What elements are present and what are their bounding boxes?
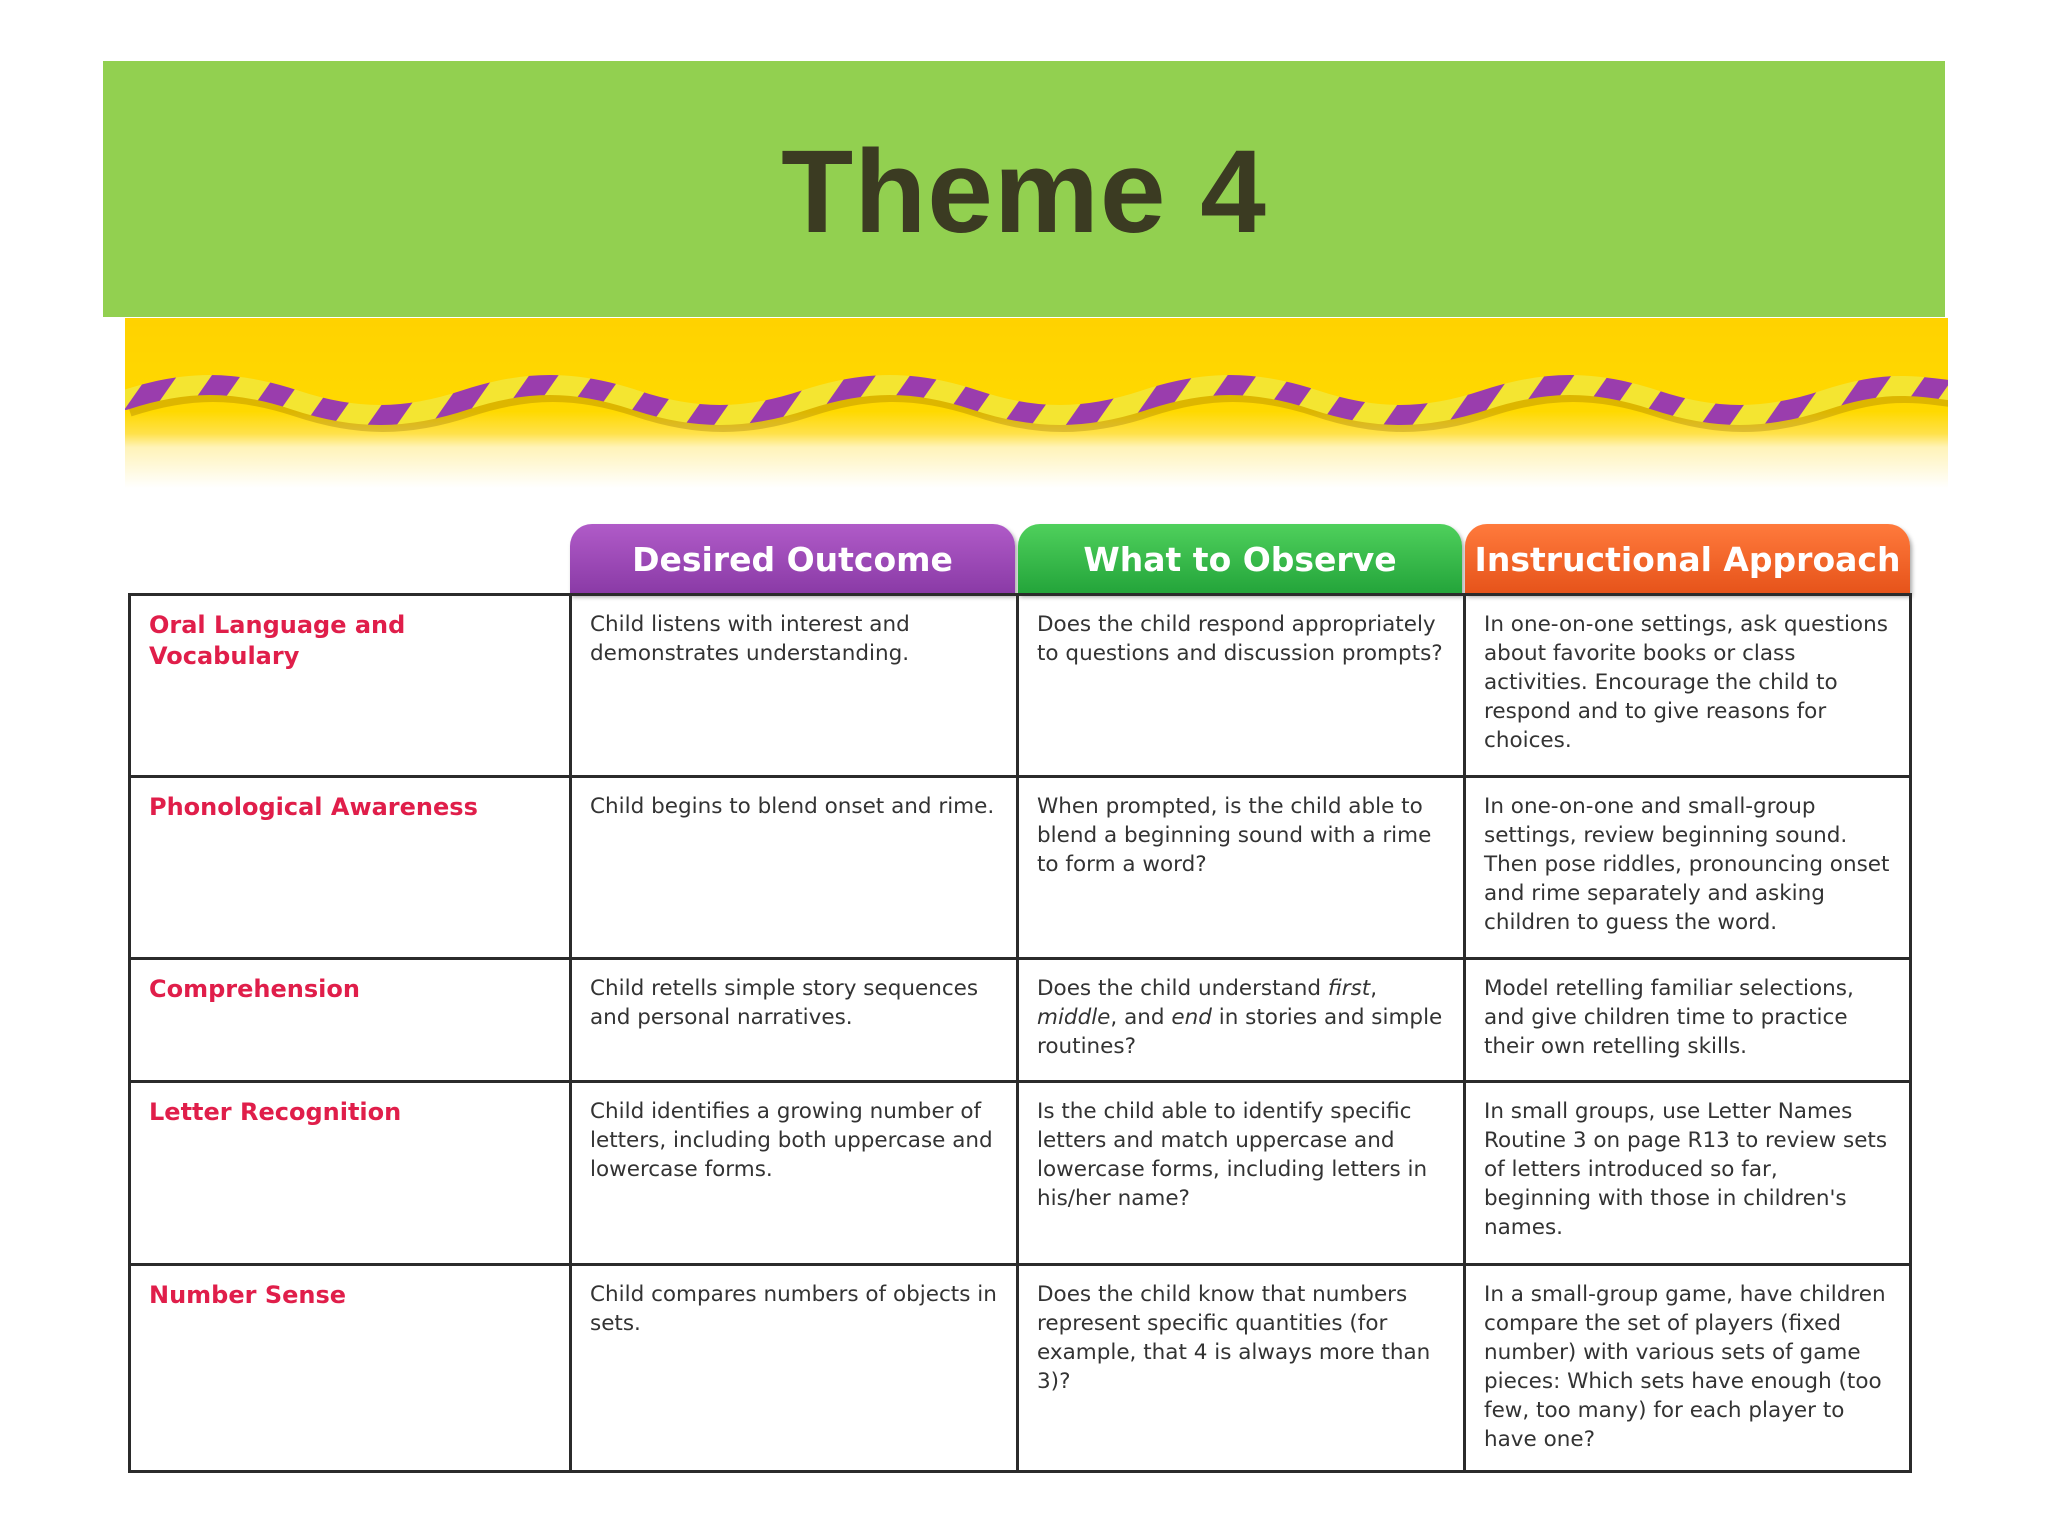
desired-outcome-cell: Child identifies a growing number of letters, including both uppercase and lowercase forms. <box>572 1083 1019 1263</box>
page-title: Theme 4 <box>781 126 1267 258</box>
observe-text: , <box>1370 976 1378 1001</box>
row-label: Oral Language and Vocabulary <box>149 611 406 670</box>
row-label: Comprehension <box>149 975 360 1003</box>
what-to-observe-cell: Does the child know that numbers represent specific quantities (for example, that 4 is always more than 3)? <box>1019 1266 1466 1470</box>
table-row <box>131 1083 1909 1266</box>
what-to-observe-cell <box>1019 960 1466 1080</box>
row-label-cell <box>131 1266 572 1470</box>
tab-desired-outcome: Desired Outcome <box>570 524 1015 594</box>
observe-text: , and <box>1110 1005 1172 1030</box>
instructional-approach-cell: In one-on-one settings, ask questions about favorite books or class activities. Encourage the child to respond and to give reasons for choices. <box>1484 612 1888 753</box>
emphasis-end: end <box>1171 1005 1212 1030</box>
what-to-observe-cell: Does the child respond appropriately to questions and discussion prompts? <box>1019 596 1466 775</box>
instructional-approach-cell: In one-on-one and small-group settings, review beginning sound. Then pose riddles, pronouncing onset and rime separately and asking children to guess the word. <box>1484 794 1890 935</box>
table-row <box>131 1266 1909 1470</box>
desired-outcome-cell: Child compares numbers of objects in sets. <box>572 1266 1019 1470</box>
twisted-rope-decoration <box>125 318 1948 488</box>
table-row <box>131 596 1909 778</box>
tab-what-to-observe: What to Observe <box>1018 524 1462 594</box>
emphasis-middle: middle <box>1037 1005 1111 1030</box>
row-label-cell <box>131 778 572 957</box>
instructional-approach-cell: In a small-group game, have children compare the set of players (fixed number) with various sets of game pieces: Which sets have enough (too few, too many) for each player to have one? <box>1484 1282 1886 1452</box>
table-row <box>131 778 1909 960</box>
emphasis-first: first <box>1327 976 1371 1001</box>
instructional-approach-cell: Model retelling familiar selections, and give children time to practice their own retelling skills. <box>1484 976 1854 1059</box>
row-label-cell <box>131 1083 572 1263</box>
instructional-approach-cell: In small groups, use Letter Names Routine 3 on page R13 to review sets of letters introduced so far, beginning with those in children's names. <box>1484 1099 1888 1240</box>
desired-outcome-cell: Child listens with interest and demonstrates understanding. <box>572 596 1019 775</box>
assessment-table <box>128 593 1912 1473</box>
row-label: Letter Recognition <box>149 1098 402 1126</box>
table-row <box>131 960 1909 1083</box>
tab-instructional-approach: Instructional Approach <box>1465 524 1910 594</box>
rope <box>125 385 1948 415</box>
desired-outcome-cell: Child begins to blend onset and rime. <box>572 778 1019 957</box>
observe-text: Does the child understand <box>1037 976 1328 1001</box>
row-label-cell <box>131 596 572 775</box>
what-to-observe-cell: Is the child able to identify specific letters and match uppercase and lowercase forms, including letters in his/her name? <box>1019 1083 1466 1263</box>
title-bar <box>103 61 1945 317</box>
desired-outcome-cell: Child retells simple story sequences and personal narratives. <box>572 960 1019 1080</box>
row-label: Phonological Awareness <box>149 793 478 821</box>
row-label-cell <box>131 960 572 1080</box>
column-tabs <box>570 524 1912 594</box>
row-label: Number Sense <box>149 1281 347 1309</box>
rope-banner <box>125 318 1948 488</box>
what-to-observe-cell: When prompted, is the child able to blend a beginning sound with a rime to form a word? <box>1019 778 1466 957</box>
observe-text: in stories and simple routines? <box>1037 1005 1443 1059</box>
